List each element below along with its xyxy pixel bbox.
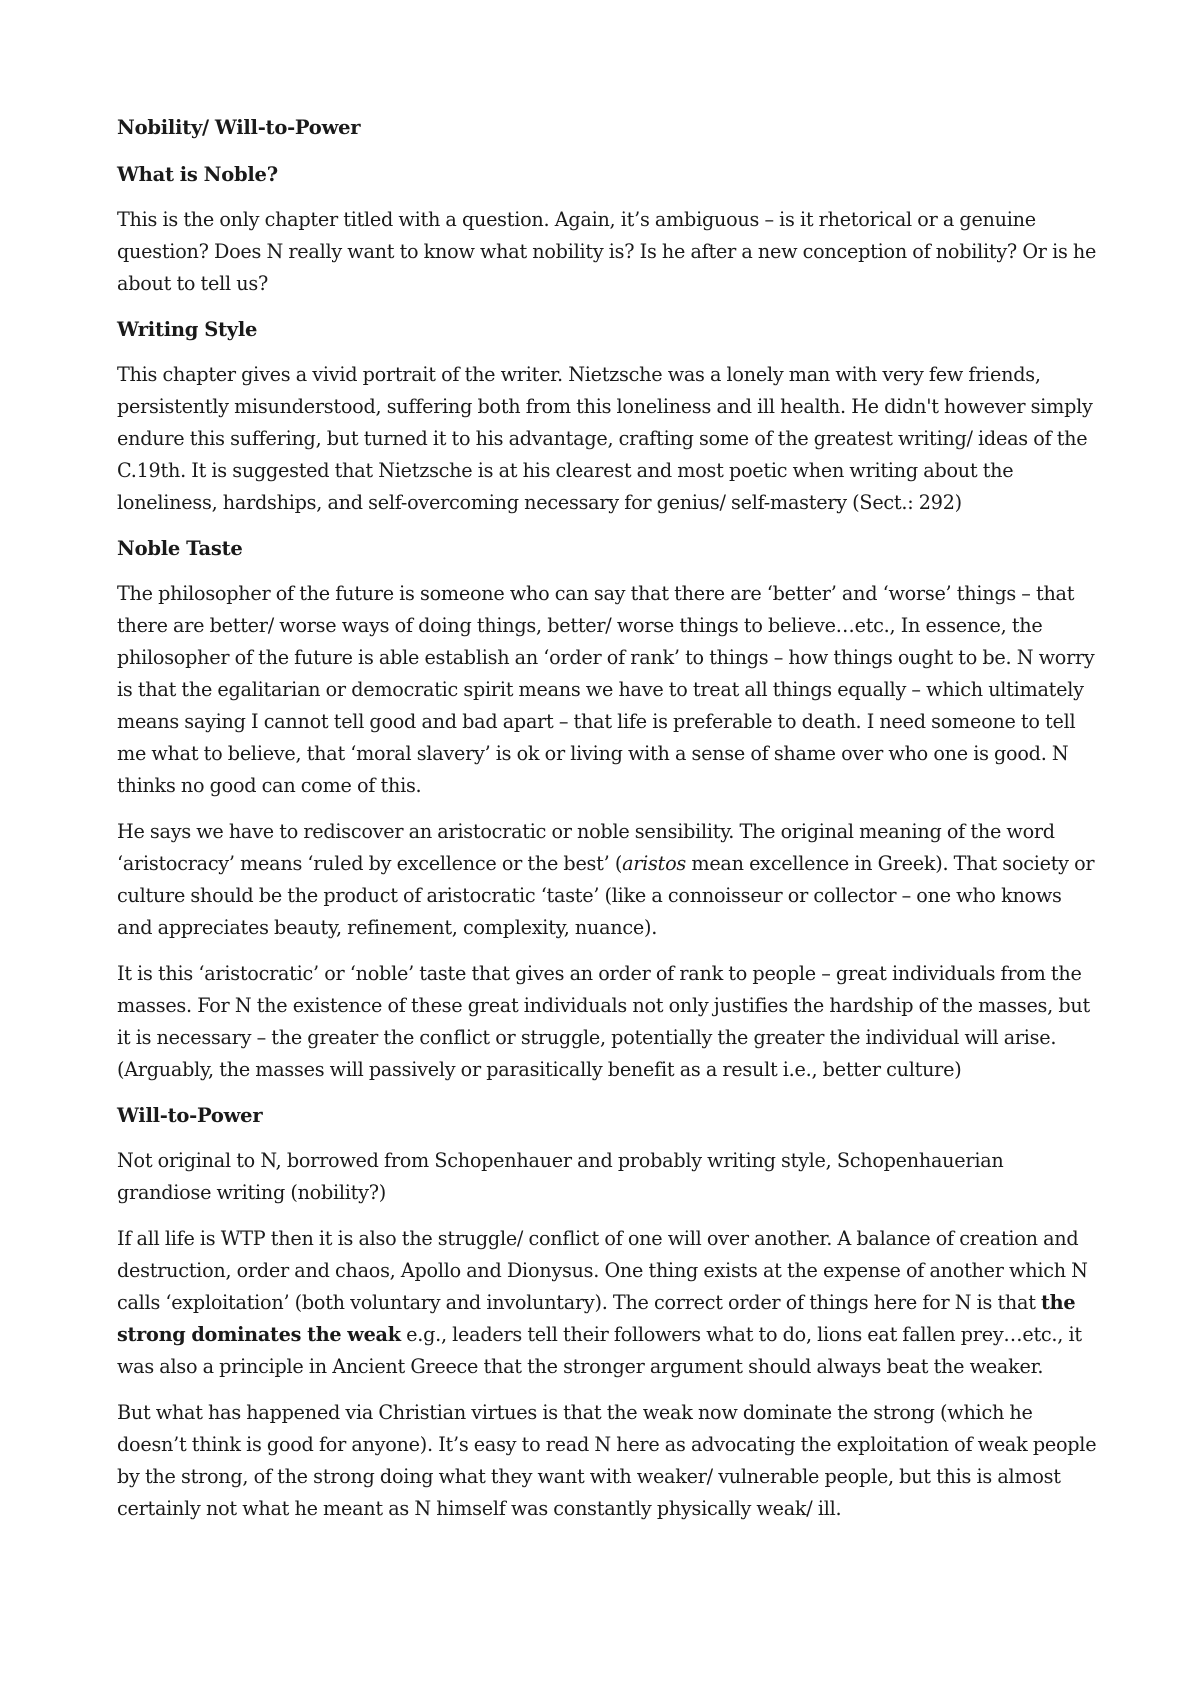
section-heading-will-to-power: Will-to-Power: [117, 1104, 263, 1127]
text-run: mean excellence in Greek). That society or culture should be the product of aristocratic ‘taste’ (like a connoisseur or collector – one who knows and appreciates beauty, refinement, complexity, nuance).: [117, 852, 1095, 939]
document-title: Nobility/ Will-to-Power: [117, 116, 361, 139]
paragraph: Not original to N, borrowed from Schopenhauer and probably writing style, Schopenhauerian grandiose writing (nobility?): [117, 1149, 1004, 1204]
paragraph: This chapter gives a vivid portrait of the writer. Nietzsche was a lonely man with very few friends, persistently misunderstood, suffering both from this loneliness and ill health. He didn't however simply endure this suffering, but turned it to his advantage, crafting some of the greatest writing/ ideas of the C.19th. It is suggested that Nietzsche is at his clearest and most poetic when writing about the loneliness, hardships, and self-overcoming necessary for genius/ self-mastery (Sect.: 292): [117, 363, 1093, 514]
section-heading-noble-taste: Noble Taste: [117, 537, 243, 560]
document-page: [117, 112, 1097, 1539]
bold-phrase: the strong dominates the weak: [117, 1291, 1076, 1346]
italic-term-aristos: aristos: [622, 852, 687, 875]
paragraph: [117, 816, 1097, 944]
text-run: If all life is WTP then it is also the struggle/ conflict of one will over another. A balance of creation and destruction, order and chaos, Apollo and Dionysus. One thing exists at the expense of another which N calls ‘exploitation’ (both voluntary and involuntary). The correct order of things here for N is that: [117, 1227, 1088, 1314]
text-run: He says we have to rediscover an aristocratic or noble sensibility. The original meaning of the word ‘aristocracy’ means ‘ruled by excellence or the best’ (: [117, 820, 1055, 875]
text-run: e.g., leaders tell their followers what to do, lions eat fallen prey…etc., it was also a principle in Ancient Greece that the stronger argument should always beat the weaker.: [117, 1323, 1082, 1378]
section-heading-writing-style: Writing Style: [117, 318, 258, 341]
section-heading-what-is-noble: What is Noble?: [117, 163, 278, 186]
paragraph: The philosopher of the future is someone who can say that there are ‘better’ and ‘worse’ things – that there are better/ worse ways of doing things, better/ worse things to believe…etc., In essence, the philosopher of the future is able establish an ‘order of rank’ to things – how things ought to be. N worry is that the egalitarian or democratic spirit means we have to treat all things equally – which ultimately means saying I cannot tell good and bad apart – that life is preferable to death. I need someone to tell me what to believe, that ‘moral slavery’ is ok or living with a sense of shame over who one is good. N thinks no good can come of this.: [117, 582, 1095, 797]
paragraph: This is the only chapter titled with a question. Again, it’s ambiguous – is it rhetorical or a genuine question? Does N really want to know what nobility is? Is he after a new conception of nobility? Or is he about to tell us?: [117, 208, 1097, 295]
paragraph: It is this ‘aristocratic’ or ‘noble’ taste that gives an order of rank to people – great individuals from the masses. For N the existence of these great individuals not only justifies the hardship of the masses, but it is necessary – the greater the conflict or struggle, potentially the greater the individual will arise. (Arguably, the masses will passively or parasitically benefit as a result i.e., better culture): [117, 962, 1090, 1081]
paragraph: But what has happened via Christian virtues is that the weak now dominate the strong (which he doesn’t think is good for anyone). It’s easy to read N here as advocating the exploitation of weak people by the strong, of the strong doing what they want with weaker/ vulnerable people, but this is almost certainly not what he meant as N himself was constantly physically weak/ ill.: [117, 1401, 1097, 1520]
paragraph: [117, 1223, 1097, 1383]
